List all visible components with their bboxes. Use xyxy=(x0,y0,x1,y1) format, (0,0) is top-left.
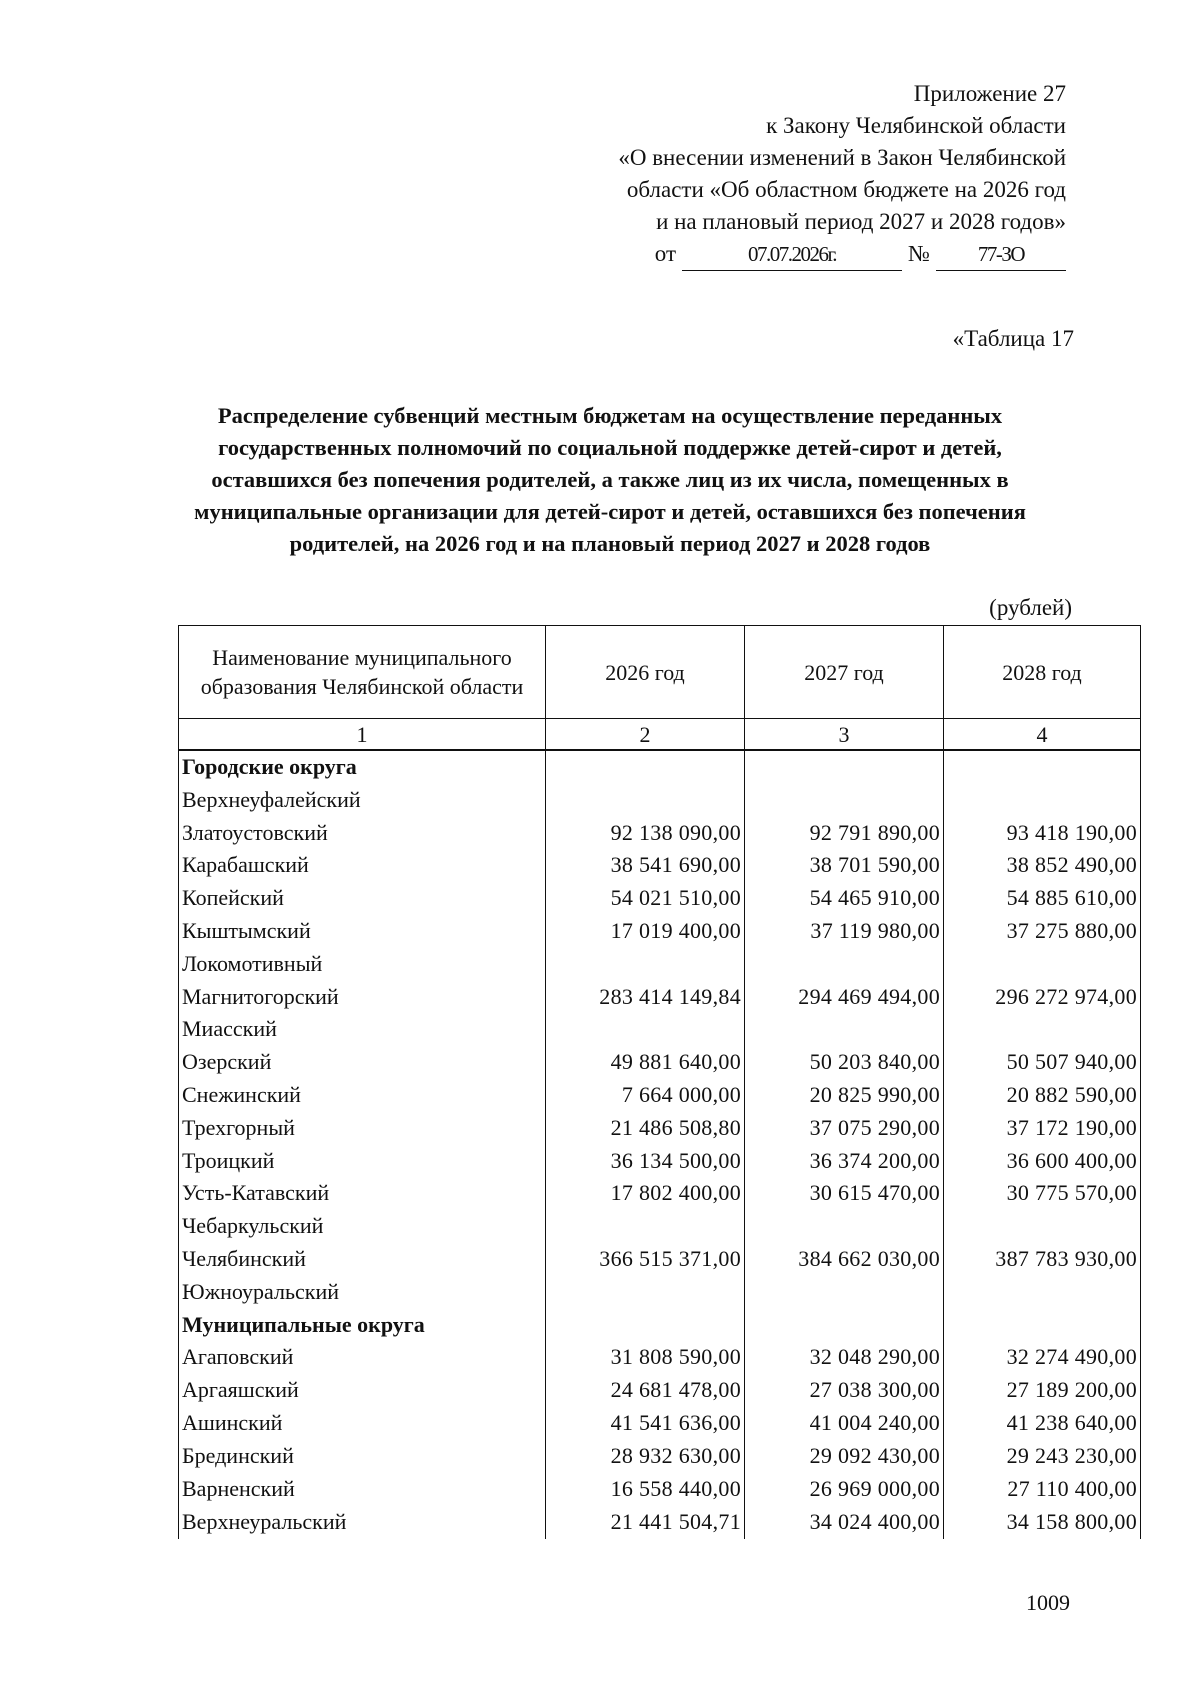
table-row xyxy=(179,1079,1141,1112)
date-prefix: от xyxy=(654,241,677,266)
value-2027 xyxy=(745,784,944,817)
header-line: «О внесении изменений в Закон Челябинской xyxy=(618,145,1066,170)
value-2027: 384 662 030,00 xyxy=(745,1243,944,1276)
municipality-name: Локомотивный xyxy=(179,948,546,981)
value-2026: 92 138 090,00 xyxy=(546,817,745,850)
value-2026: 38 541 690,00 xyxy=(546,849,745,882)
appendix-header xyxy=(506,78,1066,271)
value-2028: 29 243 230,00 xyxy=(944,1440,1141,1473)
value-2028: 34 158 800,00 xyxy=(944,1505,1141,1539)
value-2028: 27 110 400,00 xyxy=(944,1473,1141,1506)
value-2026: 36 134 500,00 xyxy=(546,1145,745,1178)
title-line: родителей, на 2026 год и на плановый период 2027 и 2028 годов xyxy=(289,531,931,556)
value-2027: 27 038 300,00 xyxy=(745,1374,944,1407)
law-date-number-line xyxy=(506,238,1066,271)
value-2026: 7 664 000,00 xyxy=(546,1079,745,1112)
value-2028: 41 238 640,00 xyxy=(944,1407,1141,1440)
header-line: Приложение 27 xyxy=(913,81,1066,106)
table-row xyxy=(179,1407,1141,1440)
value-2027 xyxy=(745,1210,944,1243)
value-2028 xyxy=(944,750,1141,784)
value-2027: 38 701 590,00 xyxy=(745,849,944,882)
value-2028: 296 272 974,00 xyxy=(944,981,1141,1014)
title-line: оставшихся без попечения родителей, а также лиц из их числа, помещенных в xyxy=(211,467,1009,492)
value-2027 xyxy=(745,750,944,784)
value-2026: 54 021 510,00 xyxy=(546,882,745,915)
table-row xyxy=(179,1210,1141,1243)
municipality-name: Трехгорный xyxy=(179,1112,546,1145)
value-2028: 36 600 400,00 xyxy=(944,1145,1141,1178)
value-2028: 32 274 490,00 xyxy=(944,1341,1141,1374)
municipality-name: Муниципальные округа xyxy=(179,1309,546,1342)
value-2026: 24 681 478,00 xyxy=(546,1374,745,1407)
value-2028 xyxy=(944,1309,1141,1342)
value-2028: 37 172 190,00 xyxy=(944,1112,1141,1145)
table-row xyxy=(179,1374,1141,1407)
table-reference: «Таблица 17 xyxy=(952,326,1074,351)
value-2027: 41 004 240,00 xyxy=(745,1407,944,1440)
subvention-table xyxy=(178,625,1141,1539)
municipality-name: Кыштымский xyxy=(179,915,546,948)
header-line: и на плановый период 2027 и 2028 годов» xyxy=(656,209,1066,234)
value-2026: 49 881 640,00 xyxy=(546,1046,745,1079)
document-title xyxy=(170,400,1050,560)
municipality-name: Озерский xyxy=(179,1046,546,1079)
table-row xyxy=(179,1473,1141,1506)
municipality-name: Чебаркульский xyxy=(179,1210,546,1243)
table-row xyxy=(179,981,1141,1014)
value-2026: 16 558 440,00 xyxy=(546,1473,745,1506)
value-2027: 50 203 840,00 xyxy=(745,1046,944,1079)
municipality-name: Городские округа xyxy=(179,750,546,784)
table-row xyxy=(179,948,1141,981)
municipality-name: Златоустовский xyxy=(179,817,546,850)
value-2027 xyxy=(745,1013,944,1046)
value-2027: 32 048 290,00 xyxy=(745,1341,944,1374)
column-number: 3 xyxy=(745,719,944,751)
value-2026 xyxy=(546,1309,745,1342)
value-2026: 366 515 371,00 xyxy=(546,1243,745,1276)
value-2026: 17 019 400,00 xyxy=(546,915,745,948)
value-2028: 50 507 940,00 xyxy=(944,1046,1141,1079)
value-2028 xyxy=(944,948,1141,981)
municipality-name: Верхнеуфалейский xyxy=(179,784,546,817)
value-2026: 21 441 504,71 xyxy=(546,1505,745,1539)
column-header-2027: 2027 год xyxy=(745,626,944,719)
table-row xyxy=(179,1046,1141,1079)
municipality-name: Брединский xyxy=(179,1440,546,1473)
value-2028: 54 885 610,00 xyxy=(944,882,1141,915)
value-2028 xyxy=(944,1210,1141,1243)
column-number: 4 xyxy=(944,719,1141,751)
municipality-name: Южноуральский xyxy=(179,1276,546,1309)
table-body xyxy=(179,750,1141,1539)
municipality-name: Ашинский xyxy=(179,1407,546,1440)
column-header-2026: 2026 год xyxy=(546,626,745,719)
value-2026: 283 414 149,84 xyxy=(546,981,745,1014)
value-2027: 20 825 990,00 xyxy=(745,1079,944,1112)
value-2028: 387 783 930,00 xyxy=(944,1243,1141,1276)
value-2026 xyxy=(546,1013,745,1046)
table-row xyxy=(179,1440,1141,1473)
column-number-row xyxy=(179,719,1141,751)
value-2028 xyxy=(944,784,1141,817)
municipality-name: Челябинский xyxy=(179,1243,546,1276)
value-2028: 38 852 490,00 xyxy=(944,849,1141,882)
header-line: области «Об областном бюджете на 2026 год xyxy=(626,177,1066,202)
table-row xyxy=(179,882,1141,915)
table-row xyxy=(179,1177,1141,1210)
value-2027: 30 615 470,00 xyxy=(745,1177,944,1210)
municipality-name: Агаповский xyxy=(179,1341,546,1374)
value-2027 xyxy=(745,948,944,981)
municipality-name: Копейский xyxy=(179,882,546,915)
table-row xyxy=(179,1341,1141,1374)
value-2028: 37 275 880,00 xyxy=(944,915,1141,948)
title-line: государственных полномочий по социальной поддержке детей-сирот и детей, xyxy=(218,435,1002,460)
municipality-name: Аргаяшский xyxy=(179,1374,546,1407)
municipality-name: Троицкий xyxy=(179,1145,546,1178)
value-2028 xyxy=(944,1013,1141,1046)
value-2027: 36 374 200,00 xyxy=(745,1145,944,1178)
value-2027: 34 024 400,00 xyxy=(745,1505,944,1539)
value-2028: 27 189 200,00 xyxy=(944,1374,1141,1407)
table-group-row xyxy=(179,1309,1141,1342)
municipality-name: Снежинский xyxy=(179,1079,546,1112)
title-line: муниципальные организации для детей-сирот и детей, оставшихся без попечения xyxy=(194,499,1026,524)
table-row xyxy=(179,915,1141,948)
table-header-row xyxy=(179,626,1141,719)
municipality-name: Варненский xyxy=(179,1473,546,1506)
value-2027: 37 075 290,00 xyxy=(745,1112,944,1145)
value-2026: 21 486 508,80 xyxy=(546,1112,745,1145)
value-2028: 20 882 590,00 xyxy=(944,1079,1141,1112)
municipality-name: Карабашский xyxy=(179,849,546,882)
municipality-name: Верхнеуральский xyxy=(179,1505,546,1539)
law-number: 77-ЗО xyxy=(936,238,1066,271)
value-2026 xyxy=(546,784,745,817)
value-2027: 294 469 494,00 xyxy=(745,981,944,1014)
table-row xyxy=(179,1145,1141,1178)
municipality-name: Миасский xyxy=(179,1013,546,1046)
table-row xyxy=(179,1276,1141,1309)
value-2026: 28 932 630,00 xyxy=(546,1440,745,1473)
header-line: к Закону Челябинской области xyxy=(766,113,1066,138)
value-2027: 26 969 000,00 xyxy=(745,1473,944,1506)
value-2027: 37 119 980,00 xyxy=(745,915,944,948)
value-2027 xyxy=(745,1309,944,1342)
municipality-name: Усть-Катавский xyxy=(179,1177,546,1210)
table-row xyxy=(179,849,1141,882)
value-2027: 29 092 430,00 xyxy=(745,1440,944,1473)
column-number: 1 xyxy=(179,719,546,751)
law-date: 07.07.2026г. xyxy=(682,238,902,271)
table-row xyxy=(179,1112,1141,1145)
value-2026: 41 541 636,00 xyxy=(546,1407,745,1440)
table-row xyxy=(179,784,1141,817)
value-2027: 54 465 910,00 xyxy=(745,882,944,915)
value-2026: 17 802 400,00 xyxy=(546,1177,745,1210)
table-row xyxy=(179,1013,1141,1046)
value-2026 xyxy=(546,948,745,981)
table-row xyxy=(179,817,1141,850)
table-group-row xyxy=(179,750,1141,784)
column-header-municipality: Наименование муниципального образования Челябинской области xyxy=(179,626,546,719)
municipality-name: Магнитогорский xyxy=(179,981,546,1014)
column-number: 2 xyxy=(546,719,745,751)
value-2026 xyxy=(546,750,745,784)
value-2028: 30 775 570,00 xyxy=(944,1177,1141,1210)
table-row xyxy=(179,1505,1141,1539)
number-prefix: № xyxy=(908,241,930,266)
value-2027 xyxy=(745,1276,944,1309)
page-number: 1009 xyxy=(1026,1590,1070,1615)
table-row xyxy=(179,1243,1141,1276)
value-2026: 31 808 590,00 xyxy=(546,1341,745,1374)
value-2027: 92 791 890,00 xyxy=(745,817,944,850)
title-line: Распределение субвенций местным бюджетам на осуществление переданных xyxy=(217,403,1003,428)
value-2026 xyxy=(546,1210,745,1243)
units-label: (рублей) xyxy=(989,595,1072,620)
value-2028: 93 418 190,00 xyxy=(944,817,1141,850)
value-2026 xyxy=(546,1276,745,1309)
value-2028 xyxy=(944,1276,1141,1309)
column-header-2028: 2028 год xyxy=(944,626,1141,719)
